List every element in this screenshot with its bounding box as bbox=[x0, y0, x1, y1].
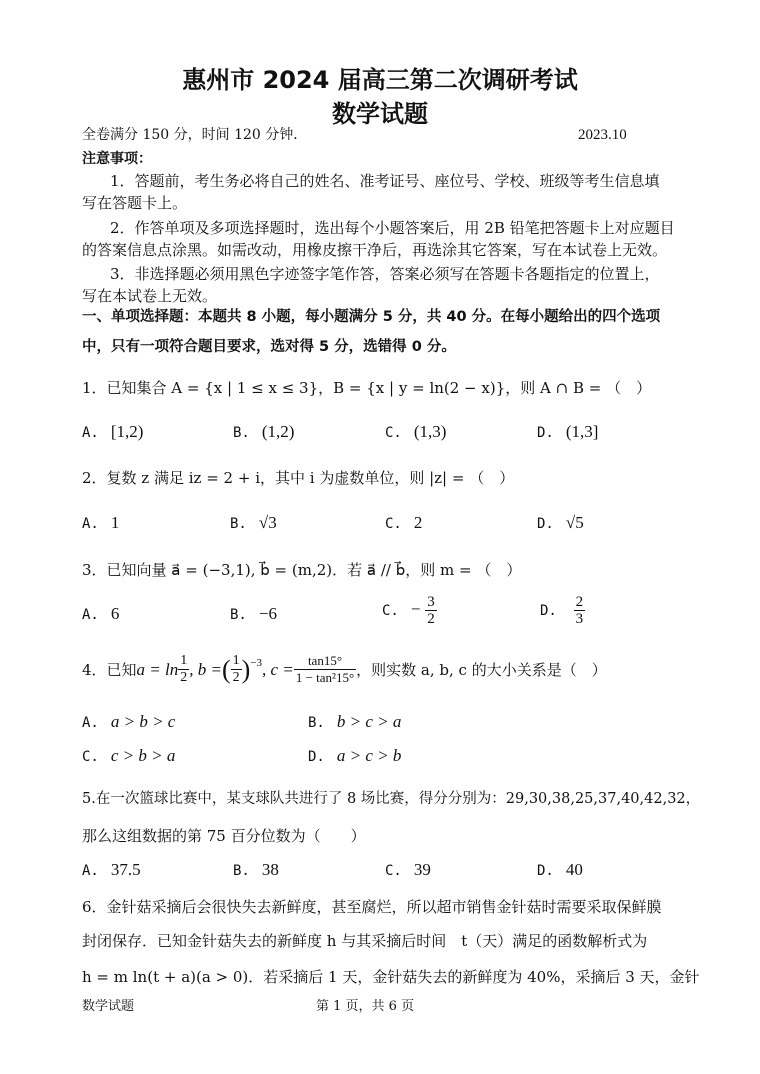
q2-option-a: A. 1 bbox=[82, 513, 120, 532]
notice-3-line2: 写在本试卷上无效。 bbox=[82, 287, 218, 305]
q2-option-b: B. √3 bbox=[230, 513, 277, 532]
q3-option-c-fraction: $\frac{3}{2}$ bbox=[427, 594, 435, 627]
question-6-line2: 封闭保存．已知金针菇失去的新鲜度 h 与其采摘后时间 t（天）满足的函数解析式为 bbox=[82, 932, 648, 950]
q3-option-a: A. 6 bbox=[82, 604, 120, 623]
q1-option-a: A. [1,2) bbox=[82, 422, 144, 441]
q5-option-c: C. 39 bbox=[385, 860, 431, 879]
notice-2-line2: 的答案信息点涂黑。如需改动，用橡皮擦干净后，再选涂其它答案，写在本试卷上无效。 bbox=[82, 241, 668, 259]
notice-2-line1: 2．作答单项及多项选择题时，选出每个小题答案后，用 2B 铅笔把答题卡上对应题目 bbox=[110, 219, 675, 237]
q3-option-d-fraction: $\frac{2}{3}$ bbox=[575, 594, 584, 627]
q4-option-c: C. c > b > a bbox=[82, 746, 176, 765]
question-2: 2．复数 z 满足 iz = 2 + i，其中 i 为虚数单位，则 |z| = （ ） bbox=[82, 469, 515, 487]
question-3: 3．已知向量 a⃗ = (−3,1), b⃗ = (m,2)．若 a⃗ // b⃗，则 m = （ ） bbox=[82, 561, 522, 579]
question-5-line1: 5.在一次篮球比赛中，某支球队共进行了 8 场比赛，得分分别为：29,30,38,25,37,40,42,32， bbox=[82, 791, 701, 807]
q2-option-c: C. 2 bbox=[385, 513, 423, 532]
page-number: 第 1 页，共 6 页 bbox=[316, 999, 415, 1014]
exam-date: 2023.10 bbox=[578, 127, 627, 143]
q1-option-b: B. (1,2) bbox=[233, 422, 295, 441]
q3-option-d: D. $\frac{2}{3}$ bbox=[540, 594, 584, 627]
exam-info: 全卷满分 150 分，时间 120 分钟． bbox=[82, 127, 308, 143]
notice-heading: 注意事项： bbox=[82, 151, 152, 167]
notice-1-line1: 1．答题前，考生务必将自己的姓名、准考证号、座位号、学校、班级等考生信息填 bbox=[110, 172, 660, 190]
q5-option-b: B. 38 bbox=[233, 860, 279, 879]
question-6-line3: h = m ln(t + a)(a > 0)．若采摘后 1 天，金针菇失去的新鲜度为 40%，采摘后 3 天，金针 bbox=[82, 968, 700, 986]
notice-1-line2: 写在答题卡上。 bbox=[82, 194, 188, 212]
section-heading-line1: 一、单项选择题：本题共 8 小题，每小题满分 5 分，共 40 分。在每小题给出的四个选项 bbox=[82, 309, 661, 325]
question-4: 4．已知 a = ln $\frac{1}{2}$ , b = ( $\frac{1}{2}$ ) $^{-3}$ , c = $\frac{\tan 15^\circ}{\text{1 − tan²15°}}$ ，则实数 a, b, c 的大小关系是（ ） bbox=[82, 653, 607, 685]
q4-option-d: D. a > c > b bbox=[308, 746, 402, 765]
exam-title: 惠州市 2024 届高三第二次调研考试 bbox=[182, 66, 578, 94]
q5-option-d: D. 40 bbox=[537, 860, 583, 879]
notice-3-line1: 3．非选择题必须用黑色字迹签字笔作答，答案必须写在答题卡各题指定的位置上， bbox=[110, 265, 660, 283]
q4-option-b: B. b > c > a bbox=[308, 712, 402, 731]
q1-option-c: C. (1,3) bbox=[385, 422, 447, 441]
exam-subject: 数学试题 bbox=[332, 100, 428, 128]
section-heading-line2: 中，只有一项符合题目要求，选对得 5 分，选错得 0 分。 bbox=[82, 339, 456, 355]
q3-option-c: C. − $\frac{3}{2}$ bbox=[382, 594, 435, 627]
question-6-line1: 6．金针菇采摘后会很快失去新鲜度，甚至腐烂，所以超市销售金针菇时需要采取保鲜膜 bbox=[82, 898, 662, 916]
q3-option-b: B. −6 bbox=[230, 604, 277, 623]
footer-subject: 数学试题 bbox=[82, 999, 135, 1014]
question-5-line2: 那么这组数据的第 75 百分位数为（ ） bbox=[82, 827, 366, 845]
q1-option-d: D. (1,3] bbox=[537, 422, 599, 441]
q5-option-a: A. 37.5 bbox=[82, 860, 141, 879]
q2-option-d: D. √5 bbox=[537, 513, 584, 532]
q4-option-a: A. a > b > c bbox=[82, 712, 176, 731]
question-1: 1．已知集合 A = {x | 1 ≤ x ≤ 3}，B = {x | y = ln(2 − x)}，则 A ∩ B = （ ） bbox=[82, 379, 652, 397]
